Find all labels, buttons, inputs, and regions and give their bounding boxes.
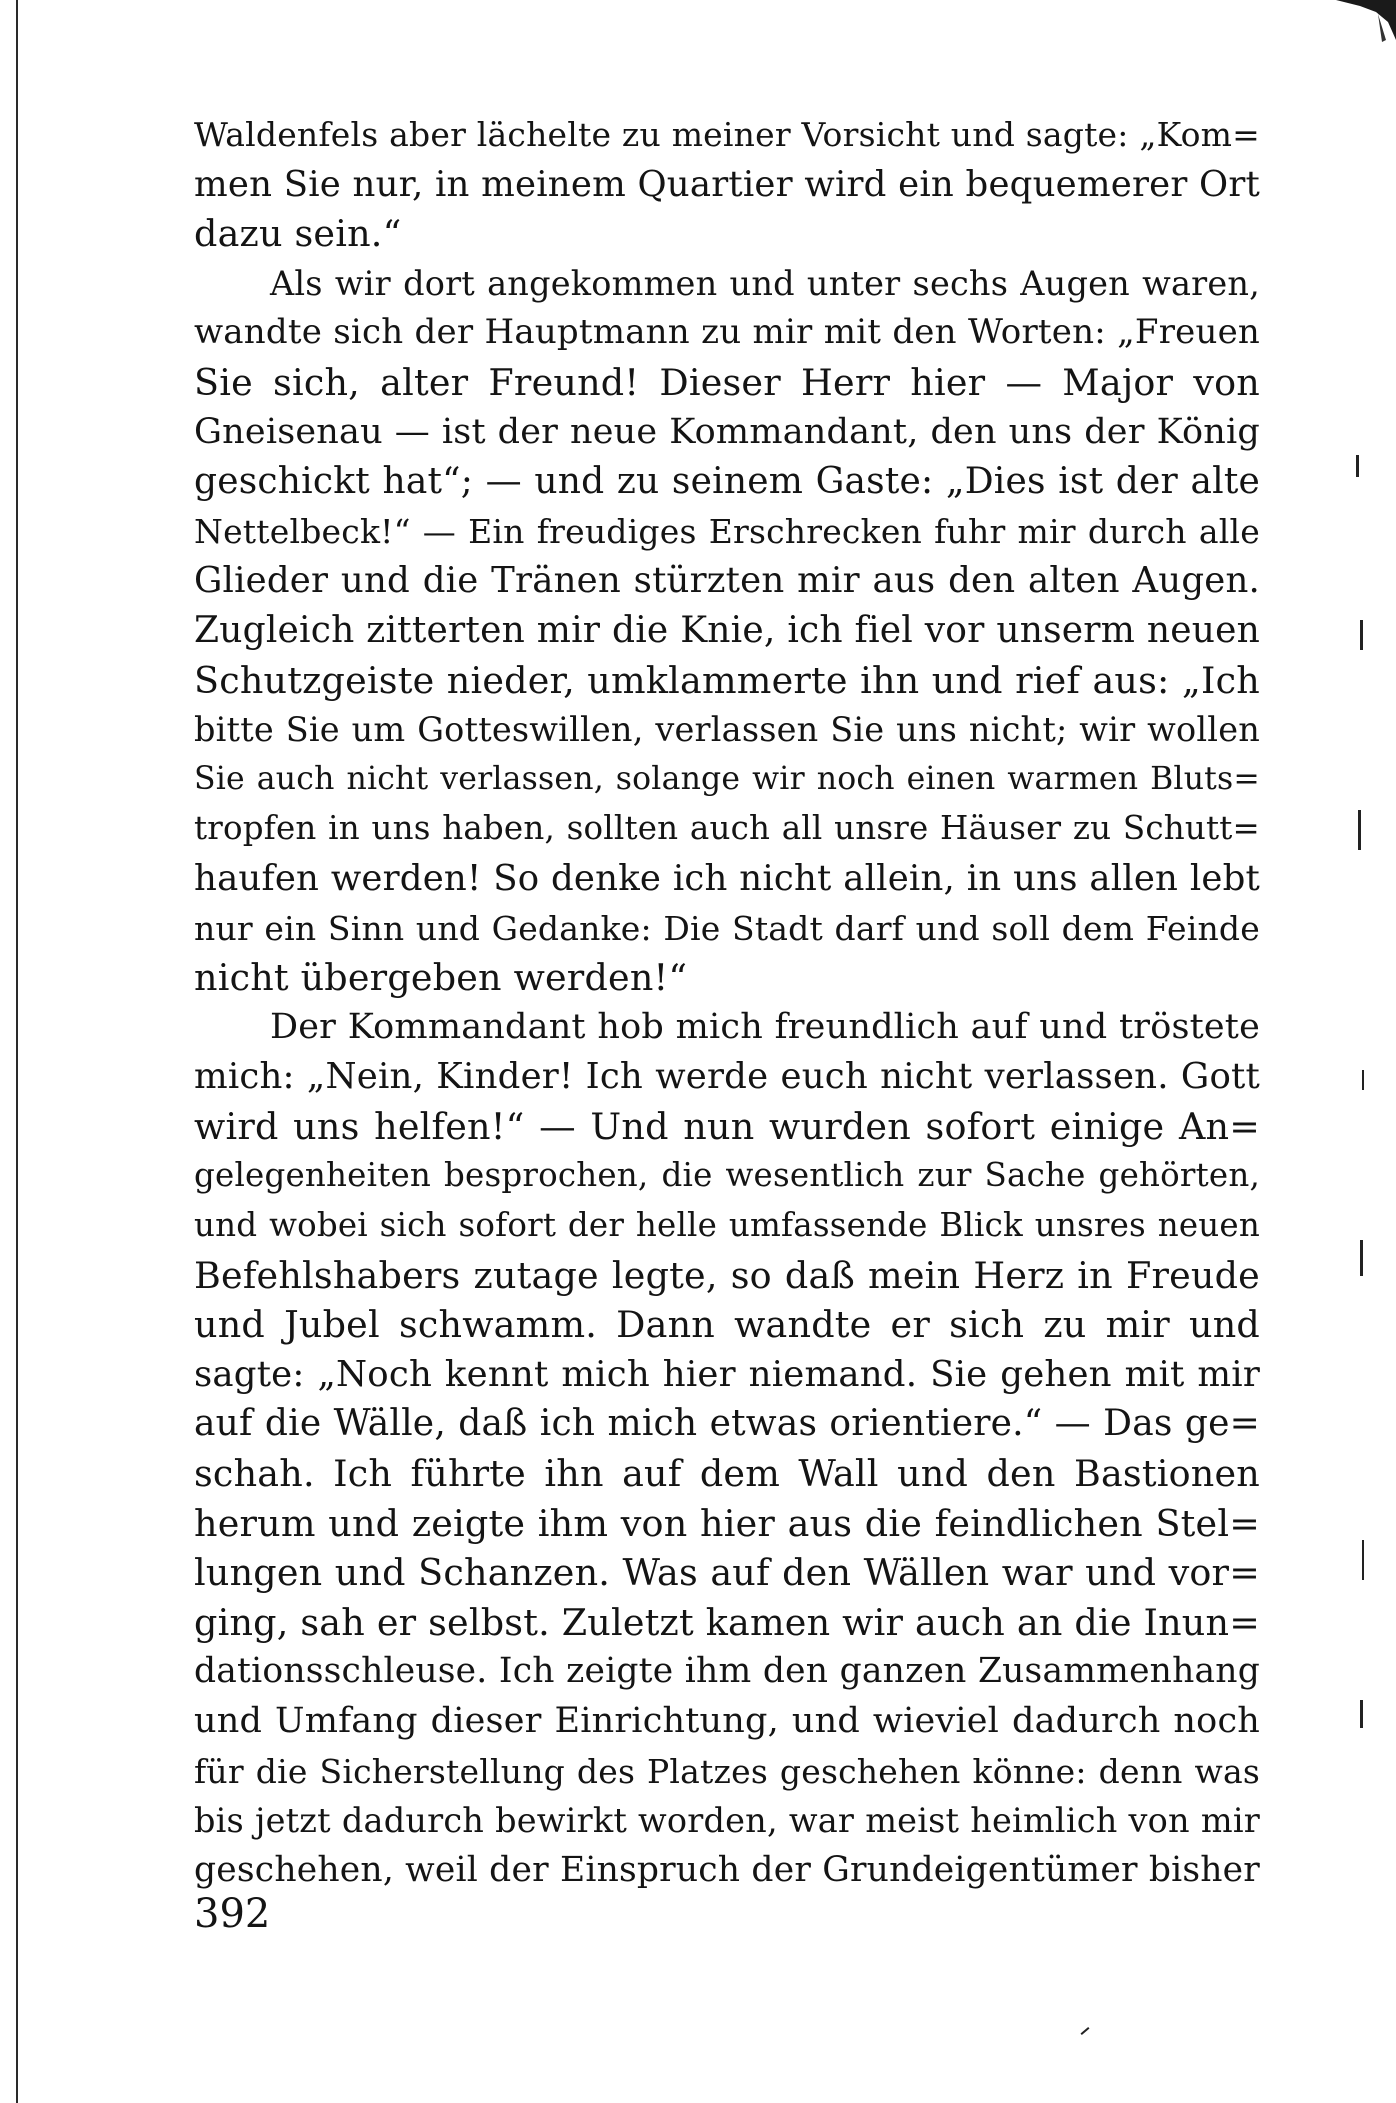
- scan-speck: [1360, 1240, 1363, 1276]
- text-line: haufen werden! So denke ich nicht allein, in uns allen lebt: [194, 857, 1260, 899]
- text-line: nur ein Sinn und Gedanke: Die Stadt darf und soll dem Feinde: [194, 908, 1260, 948]
- text-line: Gneisenau — ist der neue Kommandant, den uns der König: [194, 411, 1260, 452]
- scan-speck: [1362, 1540, 1364, 1580]
- text-line: schah. Ich führte ihn auf dem Wall und den Bastionen: [194, 1452, 1260, 1496]
- text-line: Sie auch nicht verlassen, solange wir noch einen warmen Bluts=: [194, 760, 1260, 797]
- text-line: wandte sich der Hauptmann zu mir mit den Worten: „Freuen: [194, 312, 1260, 353]
- text-line: Schutzgeiste nieder, umklammerte ihn und rief aus: „Ich: [194, 658, 1260, 702]
- text-line: men Sie nur, in meinem Quartier wird ein bequemerer Ort: [194, 163, 1260, 205]
- text-line: Zugleich zitterten mir die Knie, ich fiel vor unserm neuen: [194, 609, 1260, 651]
- page-number: 392: [194, 1891, 271, 1937]
- text-line: tropfen in uns haben, sollten auch all unsre Häuser zu Schutt=: [194, 809, 1260, 848]
- text-line: bitte Sie um Gotteswillen, verlassen Sie uns nicht; wir wollen: [194, 710, 1260, 750]
- text-line: für die Sicherstellung des Platzes geschehen könne: denn was: [194, 1751, 1260, 1791]
- body-text: [194, 110, 1260, 1895]
- text-line: Sie sich, alter Freund! Dieser Herr hier — Major von: [194, 360, 1260, 404]
- scan-speck: [1362, 1070, 1364, 1090]
- binding-edge-line: [16, 0, 18, 2103]
- scan-speck: [1081, 2027, 1090, 2035]
- text-line: lungen und Schanzen. Was auf den Wällen war und vor=: [194, 1551, 1260, 1595]
- text-line: Waldenfels aber lächelte zu meiner Vorsicht und sagte: „Kom=: [194, 115, 1260, 154]
- scan-speck: [1360, 1700, 1363, 1728]
- text-line: Als wir dort angekommen und unter sechs Augen waren,: [270, 263, 1260, 303]
- scan-speck: [1358, 810, 1361, 850]
- text-line: nicht übergeben werden!“: [194, 956, 688, 1000]
- text-line: wird uns helfen!“ — Und nun wurden sofort einige An=: [194, 1104, 1260, 1148]
- text-line: mich: „Nein, Kinder! Ich werde euch nicht verlassen. Gott: [194, 1056, 1260, 1098]
- text-line: auf die Wälle, daß ich mich etwas orientiere.“ — Das ge=: [194, 1403, 1260, 1445]
- text-line: gelegenheiten besprochen, die wesentlich zur Sache gehörten,: [194, 1156, 1260, 1195]
- text-line: geschickt hat“; — und zu seinem Gaste: „Dies ist der alte: [194, 461, 1260, 503]
- text-line: herum und zeigte ihm von hier aus die feindlichen Stel=: [194, 1501, 1260, 1545]
- text-line: dazu sein.“: [194, 212, 402, 256]
- scan-corner-mark: [1316, 0, 1396, 60]
- text-line: und Jubel schwamm. Dann wandte er sich zu mir und: [194, 1303, 1260, 1347]
- text-line: Glieder und die Tränen stürzten mir aus den alten Augen.: [194, 560, 1260, 602]
- scan-speck: [1356, 455, 1359, 477]
- text-line: Der Kommandant hob mich freundlich auf und tröstete: [270, 1006, 1260, 1047]
- text-line: Befehlshabers zutage legte, so daß mein Herz in Freude: [194, 1253, 1260, 1297]
- text-line: und Umfang dieser Einrichtung, und wieviel dadurch noch: [194, 1701, 1260, 1741]
- scan-speck: [1360, 620, 1363, 650]
- text-line: dationsschleuse. Ich zeigte ihm den ganzen Zusammenhang: [194, 1651, 1260, 1692]
- text-line: geschehen, weil der Einspruch der Grundeigentümer bisher: [194, 1849, 1260, 1890]
- text-line: Nettelbeck!“ — Ein freudiges Erschrecken fuhr mir durch alle: [194, 511, 1260, 551]
- text-line: bis jetzt dadurch bewirkt worden, war meist heimlich von mir: [194, 1801, 1260, 1841]
- text-line: und wobei sich sofort der helle umfassende Blick unsres neuen: [194, 1206, 1260, 1245]
- text-line: sagte: „Noch kennt mich hier niemand. Sie gehen mit mir: [194, 1353, 1260, 1395]
- text-line: ging, sah er selbst. Zuletzt kamen wir auch an die Inun=: [194, 1600, 1260, 1644]
